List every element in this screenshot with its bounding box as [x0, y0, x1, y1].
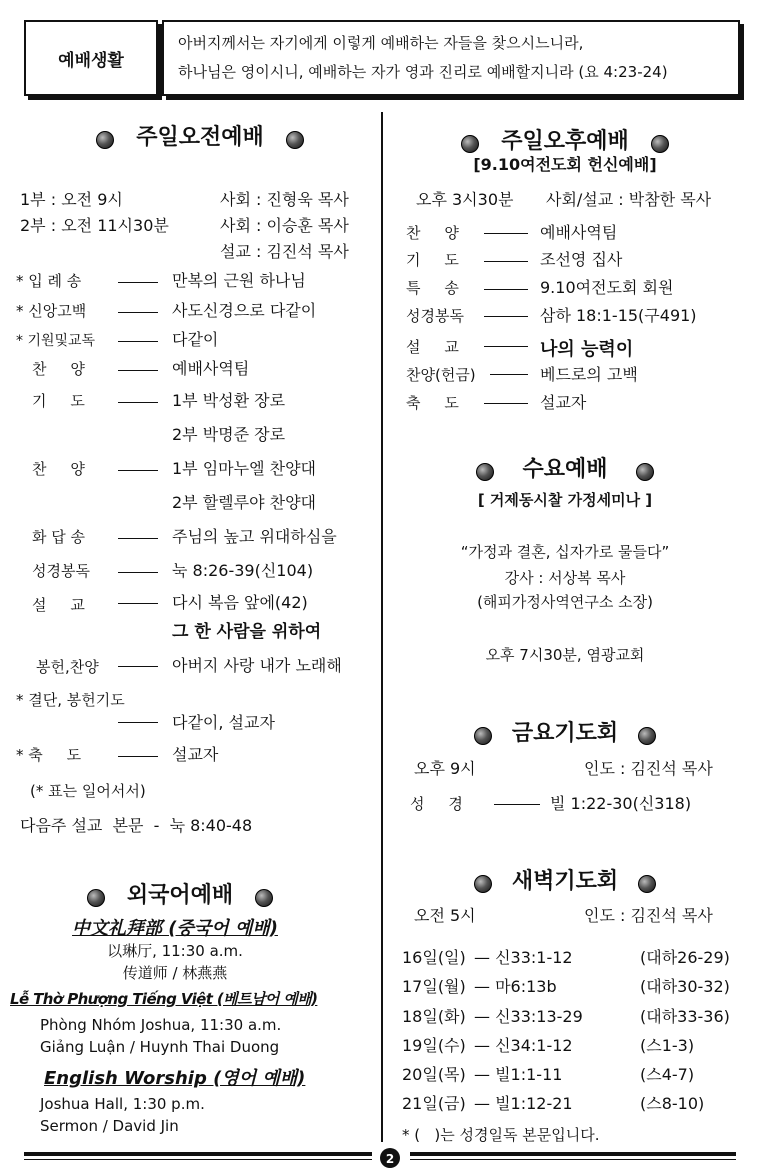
order-value: 사도신경으로 다같이 [172, 301, 317, 320]
order-label: 찬 양 [32, 460, 85, 478]
leader-line [484, 233, 528, 234]
foreign-title: 외국어예배 [60, 878, 300, 909]
footer-rule-left [24, 1152, 372, 1156]
afternoon-sermon-title: 나의 능력이 [540, 339, 634, 360]
chinese-service-place: 以琳厅, 11:30 a.m. [107, 942, 243, 960]
leader-line [118, 470, 158, 471]
order-value: 설교자 [172, 745, 219, 764]
order-label: 성 경 [410, 795, 463, 813]
schedule-day: 19일(수) [402, 1036, 466, 1055]
schedule-day: 17일(월) [402, 977, 466, 996]
leader-line [118, 722, 158, 723]
standing-note: (* 표는 일어서서) [30, 782, 146, 800]
bullet-icon [474, 727, 492, 745]
bullet-icon [286, 131, 304, 149]
friday-title: 금요기도회 [440, 716, 690, 747]
english-service-preacher: Sermon / David Jin [40, 1117, 179, 1135]
order-value: 주님의 높고 위대하심을 [172, 527, 337, 546]
bullet-icon [461, 135, 479, 153]
viet-service-preacher: Giảng Luận / Huynh Thai Duong [40, 1038, 280, 1056]
leader-line [118, 572, 158, 573]
reading-note: * ( )는 성경일독 본문입니다. [402, 1126, 600, 1144]
leader-line [118, 538, 158, 539]
schedule-reading: (스1-3) [640, 1036, 695, 1055]
bullet-icon [638, 727, 656, 745]
sermon-title: 그 한 사람을 위하여 [172, 622, 322, 642]
leader-line [118, 603, 158, 604]
service2-leader: 사회 : 이승훈 목사 [220, 216, 349, 235]
schedule-reading: (대하33-36) [640, 1007, 730, 1026]
order-label: 성경봉독 [32, 562, 90, 580]
schedule-day: 21일(금) [402, 1094, 466, 1113]
seminar-time-place: 오후 7시30분, 염광교회 [485, 646, 645, 664]
bullet-icon [638, 875, 656, 893]
seminar-title: “가정과 결혼, 십자가로 물들다” [460, 543, 670, 561]
dawn-leader: 인도 : 김진석 목사 [584, 906, 713, 925]
order-label: 찬양(헌금) [406, 366, 476, 384]
leader-line [118, 370, 158, 371]
order-value: 삼하 18:1-15(구491) [540, 306, 697, 325]
order-label: 기 도 [406, 251, 459, 269]
chinese-service-title: 中文礼拜部 (중국어 예배) [72, 918, 278, 939]
leader-line [118, 402, 158, 403]
bullet-icon [96, 131, 114, 149]
order-value: 설교자 [540, 393, 587, 412]
order-value: 조선영 집사 [540, 250, 623, 269]
order-label: * 축 도 [16, 746, 82, 764]
order-label: 봉헌,찬양 [36, 658, 99, 676]
leader-line [118, 666, 158, 667]
schedule-passage: 신33:1-12 [495, 948, 573, 967]
afternoon-time: 오후 3시30분 [416, 190, 514, 209]
leader-line [484, 261, 528, 262]
schedule-passage: 신34:1-12 [495, 1036, 573, 1055]
bullet-icon [651, 135, 669, 153]
schedule-passage: 빌1:1-11 [495, 1065, 563, 1084]
dawn-title: 새벽기도회 [440, 864, 690, 895]
order-value: 아버지 사랑 내가 노래해 [172, 656, 342, 675]
leader-line [484, 316, 528, 317]
order-label: 기 도 [32, 392, 85, 410]
viet-service-place: Phòng Nhóm Joshua, 11:30 a.m. [40, 1016, 282, 1034]
order-value: 다시 복음 앞에(42) [172, 593, 308, 612]
chinese-service-preacher: 传道师 / 林燕燕 [122, 964, 228, 982]
schedule-text: — 빌1:1-11 [474, 1065, 563, 1084]
next-sermon: 다음주 설교 본문 - 눅 8:40-48 [20, 816, 253, 835]
header-label: 예배생활 [58, 51, 124, 71]
morning-title: 주일오전예배 [80, 120, 320, 151]
order-label: 화 답 송 [32, 528, 86, 546]
footer-rule-left-thin [24, 1159, 372, 1160]
order-value: 1부 임마누엘 찬양대 [172, 459, 316, 478]
schedule-day: 18일(화) [402, 1007, 466, 1026]
afternoon-subtitle: [9.10여전도회 헌신예배] [473, 155, 657, 174]
order-value: 베드로의 고백 [540, 365, 638, 384]
schedule-text: — 신33:13-29 [474, 1007, 583, 1026]
order-label: 찬 양 [406, 224, 459, 242]
header-verse-box [162, 20, 740, 96]
viet-service-title: Lễ Thờ Phượng Tiếng Việt (베트남어 예배) [10, 990, 318, 1008]
column-divider [381, 112, 383, 1142]
leader-line [490, 374, 528, 375]
order-label: 설 교 [406, 338, 459, 356]
service2-time: 2부 : 오전 11시30분 [20, 216, 169, 235]
leader-line [118, 282, 158, 283]
order-label: 특 송 [406, 279, 459, 297]
header-label-box [24, 20, 158, 96]
schedule-passage: 마6:13b [495, 977, 557, 996]
leader-line [494, 804, 540, 805]
service1-time: 1부 : 오전 9시 [20, 190, 123, 209]
wednesday-subtitle: [ 거제동시찰 가정세미나 ] [477, 491, 653, 509]
schedule-reading: (대하26-29) [640, 948, 730, 967]
page-number-badge [380, 1148, 400, 1168]
afternoon-leader: 사회/설교 : 박참한 목사 [546, 190, 712, 209]
bullet-icon [87, 889, 105, 907]
seminar-affiliation: (해피가정사역연구소 소장) [477, 593, 653, 611]
order-value: 9.10여전도회 회원 [540, 278, 674, 297]
leader-line [484, 289, 528, 290]
order-value: 예배사역팀 [172, 359, 250, 378]
order-label: 설 교 [32, 596, 85, 614]
footer-rule-right-thin [410, 1159, 736, 1160]
order-value: 다같이, 설교자 [172, 713, 275, 732]
service1-leader: 사회 : 진형욱 목사 [220, 190, 349, 209]
english-service-title: English Worship (영어 예배) [44, 1068, 306, 1089]
order-label: * 기원및교독 [16, 333, 96, 349]
order-value: 2부 박명준 장로 [172, 425, 286, 444]
schedule-reading: (스8-10) [640, 1094, 705, 1113]
schedule-day: 16일(일) [402, 948, 466, 967]
leader-line [118, 341, 158, 342]
schedule-text: — 빌1:12-21 [474, 1094, 573, 1113]
leader-line [484, 403, 528, 404]
wednesday-title: 수요예배 [440, 452, 690, 483]
order-value: 예배사역팀 [540, 223, 618, 242]
friday-time: 오후 9시 [414, 759, 476, 778]
seminar-speaker: 강사 : 서상복 목사 [504, 569, 626, 587]
schedule-reading: (스4-7) [640, 1065, 695, 1084]
order-value: 1부 박성환 장로 [172, 391, 286, 410]
schedule-day: 20일(목) [402, 1065, 466, 1084]
bullet-icon [476, 463, 494, 481]
dawn-time: 오전 5시 [414, 906, 476, 925]
friday-leader: 인도 : 김진석 목사 [584, 759, 713, 778]
page-number: 2 [385, 1152, 395, 1166]
order-label: 성경봉독 [406, 307, 464, 325]
order-label: * 결단, 봉헌기도 [16, 691, 125, 709]
order-label: * 입 례 송 [16, 272, 82, 290]
morning-preacher: 설교 : 김진석 목사 [220, 242, 349, 261]
footer-rule-right [410, 1152, 736, 1156]
afternoon-title: 주일오후예배 [440, 124, 690, 155]
leader-line [118, 756, 158, 757]
order-value: 만복의 근원 하나님 [172, 271, 306, 290]
schedule-passage: 빌1:12-21 [495, 1094, 573, 1113]
order-value: 다같이 [172, 330, 219, 349]
schedule-passage: 신33:13-29 [495, 1007, 583, 1026]
order-label: 찬 양 [32, 360, 85, 378]
english-service-place: Joshua Hall, 1:30 p.m. [40, 1095, 205, 1113]
friday-scripture: 빌 1:22-30(신318) [550, 794, 692, 813]
order-value: 눅 8:26-39(신104) [172, 561, 314, 580]
verse-line-2: 하나님은 영이시니, 예배하는 자가 영과 진리로 예배할지니라 (요 4:23-24) [178, 63, 668, 81]
order-label: 축 도 [406, 394, 459, 412]
leader-line [118, 312, 158, 313]
order-value: 2부 할렐루야 찬양대 [172, 493, 316, 512]
bullet-icon [636, 463, 654, 481]
schedule-reading: (대하30-32) [640, 977, 730, 996]
schedule-text: — 신34:1-12 [474, 1036, 573, 1055]
bullet-icon [474, 875, 492, 893]
order-label: * 신앙고백 [16, 302, 87, 320]
bullet-icon [255, 889, 273, 907]
schedule-text: — 신33:1-12 [474, 948, 573, 967]
verse-line-1: 아버지께서는 자기에게 이렇게 예배하는 자들을 찾으시느니라, [178, 34, 584, 52]
leader-line [484, 346, 528, 347]
schedule-text: — 마6:13b [474, 977, 557, 996]
